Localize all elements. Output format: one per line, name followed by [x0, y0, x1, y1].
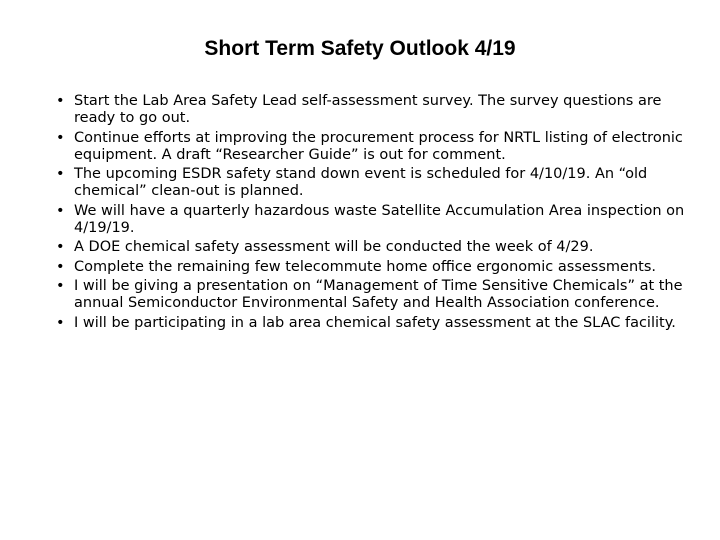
bullet-text: Complete the remaining few telecommute home office ergonomic assessments. [74, 258, 656, 275]
bullet-icon: • [56, 202, 65, 219]
bullet-list [56, 93, 686, 334]
bullet-item [56, 166, 686, 201]
bullet-icon: • [56, 129, 65, 146]
bullet-text: I will be giving a presentation on “Management of Time Sensitive Chemicals” at the annual Semiconductor Environmental Safety and Health Association conference. [74, 277, 683, 312]
bullet-icon: • [56, 93, 65, 109]
bullet-icon: • [56, 314, 65, 331]
bullet-icon: • [56, 239, 65, 256]
bullet-item [56, 93, 686, 128]
bullet-item [56, 315, 686, 332]
bullet-text: We will have a quarterly hazardous waste Satellite Accumulation Area inspection on 4/19/19. [74, 202, 685, 237]
bullet-text: A DOE chemical safety assessment will be conducted the week of 4/29. [74, 239, 594, 256]
bullet-text: The upcoming ESDR safety stand down event is scheduled for 4/10/19. An “old chemical” clean-out is planned. [74, 166, 648, 200]
bullet-icon: • [56, 277, 65, 294]
bullet-item [56, 130, 686, 165]
bullet-item [56, 203, 686, 238]
bullet-icon: • [56, 166, 65, 183]
slide-title: Short Term Safety Outlook 4/19 [204, 37, 516, 60]
bullet-text: Continue efforts at improving the procurement process for NRTL listing of electronic equipment. A draft “Researcher Guide” is out for comment. [74, 129, 683, 163]
bullet-item [56, 239, 686, 256]
bullet-text: Start the Lab Area Safety Lead self-assessment survey. The survey questions are ready to go out. [74, 93, 662, 127]
bullet-item [56, 259, 686, 276]
bullet-text: I will be participating in a lab area chemical safety assessment at the SLAC facility. [74, 314, 676, 331]
bullet-item [56, 278, 686, 313]
bullet-icon: • [56, 258, 65, 275]
